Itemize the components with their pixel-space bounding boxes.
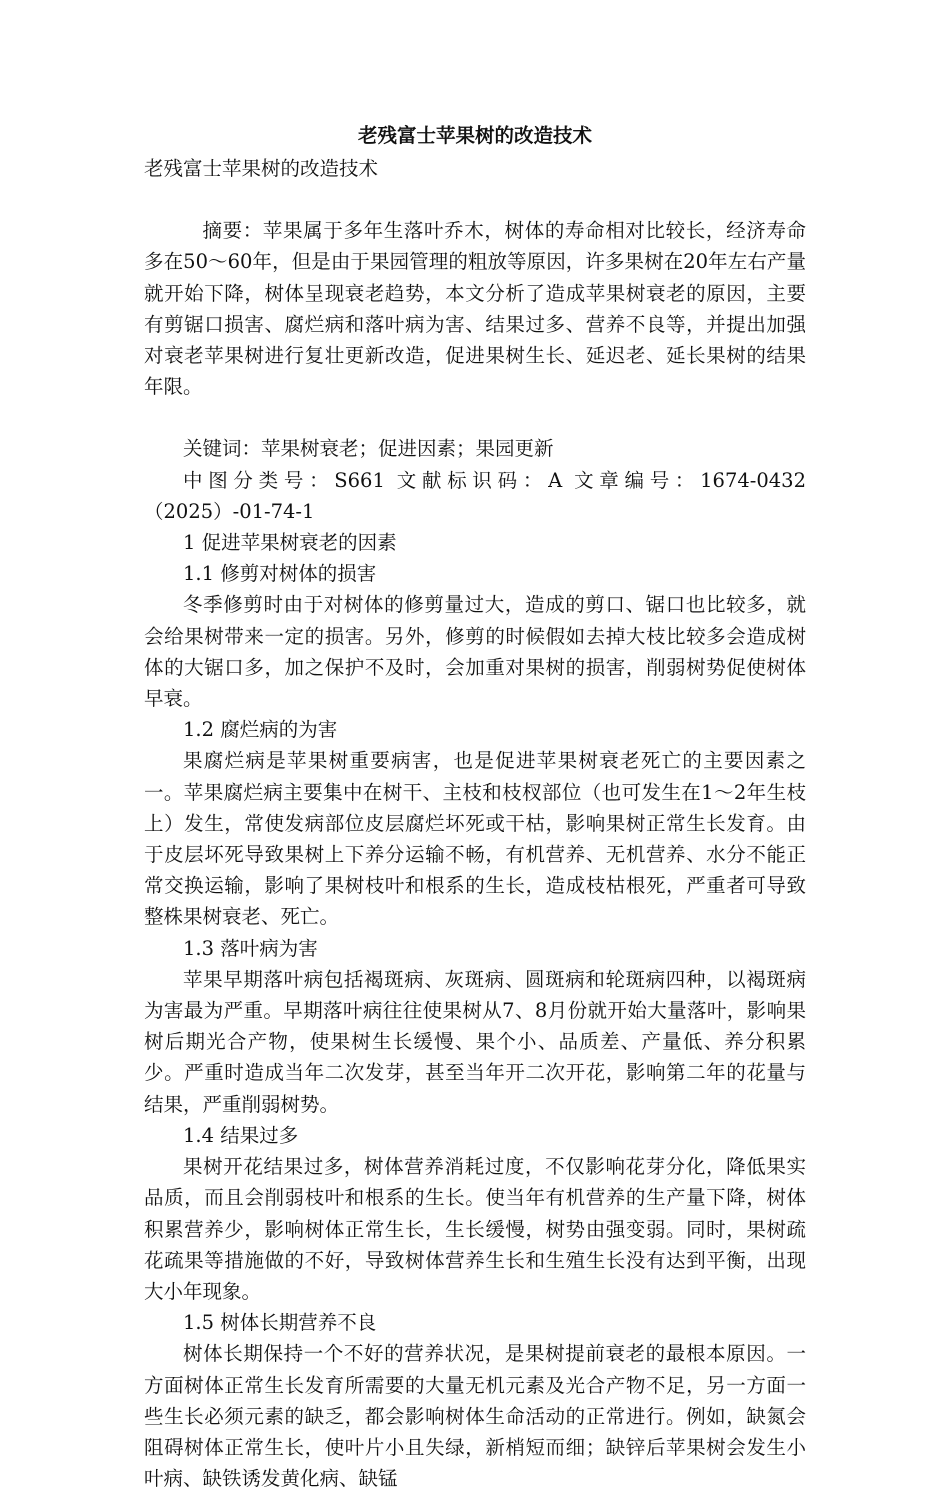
subsection-heading-1-4: 1.4 结果过多 <box>183 1123 299 1147</box>
subsection-heading-1-5: 1.5 树体长期营养不良 <box>183 1311 377 1335</box>
blank-line <box>144 184 806 215</box>
keywords-line: 关键词：苹果树衰老；促进因素；果园更新 <box>183 437 554 461</box>
document-subtitle: 老残富士苹果树的改造技术 <box>144 157 379 180</box>
paragraph-1-2: 果腐烂病是苹果树重要病害，也是促进苹果树衰老死亡的主要因素之一。苹果腐烂病主要集中在树干、主枝和枝杈部位（也可发生在1～2年生枝上）发生，常使发病部位皮层腐烂坏死或干枯，影响果树正常生长发育。由于皮层坏死导致果树上下养分运输不畅，有机营养、无机营养、水分不能正常交换运输，影响了果树枝叶和根系的生长，造成枝枯根死，严重者可导致整株果树衰老、死亡。 <box>144 749 806 929</box>
paragraph-1-3: 苹果早期落叶病包括褐斑病、灰斑病、圆斑病和轮斑病四种，以褐斑病为害最为严重。早期落叶病往往使果树从7、8月份就开始大量落叶，影响果树后期光合产物，使果树生长缓慢、果个小、品质差、产量低、养分积累少。严重时造成当年二次发芽，甚至当年开二次开花，影响第二年的花量与结果，严重削弱树势。 <box>144 967 806 1116</box>
document-title: 老残富士苹果树的改造技术 <box>357 124 592 147</box>
classification-line: 中图分类号：S661 文献标识码：A 文章编号：1674-0432（2025）-01-74-1 <box>144 468 806 523</box>
subsection-heading-1-3: 1.3 落叶病为害 <box>183 936 318 960</box>
subsection-heading-1-1: 1.1 修剪对树体的损害 <box>183 562 377 586</box>
paragraph-1-4: 果树开花结果过多，树体营养消耗过度，不仅影响花芽分化，降低果实品质，而且会削弱枝叶和根系的生长。使当年有机营养的生产量下降，树体积累营养少，影响树体正常生长，生长缓慢，树势由强变弱。同时，果树疏花疏果等措施做的不好，导致树体营养生长和生殖生长没有达到平衡，出现大小年现象。 <box>144 1155 806 1303</box>
abstract-paragraph: 摘要：苹果属于多年生落叶乔木，树体的寿命相对比较长，经济寿命多在50～60年，但是由于果园管理的粗放等原因，许多果树在20年左右产量就开始下降，树体呈现衰老趋势，本文分析了造成苹果树衰老的原因，主要有剪锯口损害、腐烂病和落叶病为害、结果过多、营养不良等，并提出加强对衰老苹果树进行复壮更新改造，促进果树生长、延迟老、延长果树的结果年限。 <box>144 219 806 399</box>
paragraph-1-1: 冬季修剪时由于对树体的修剪量过大，造成的剪口、锯口也比较多，就会给果树带来一定的损害。另外，修剪的时候假如去掉大枝比较多会造成树体的大锯口多，加之保护不及时，会加重对果树的损害，削弱树势促使树体早衰。 <box>144 593 806 711</box>
blank-line <box>144 402 806 433</box>
document-body <box>144 118 806 1494</box>
section-heading-1: 1 促进苹果树衰老的因素 <box>183 531 397 555</box>
subsection-heading-1-2: 1.2 腐烂病的为害 <box>183 718 338 742</box>
paragraph-1-5: 树体长期保持一个不好的营养状况，是果树提前衰老的最根本原因。一方面树体正常生长发育所需要的大量无机元素及光合产物不足，另一方面一些生长必须元素的缺乏，都会影响树体生命活动的正常进行。例如，缺氮会阻碍树体正常生长，使叶片小且失绿，新梢短而细；缺锌后苹果树会发生小叶病、缺铁诱发黄化病、缺锰 <box>144 1342 806 1491</box>
